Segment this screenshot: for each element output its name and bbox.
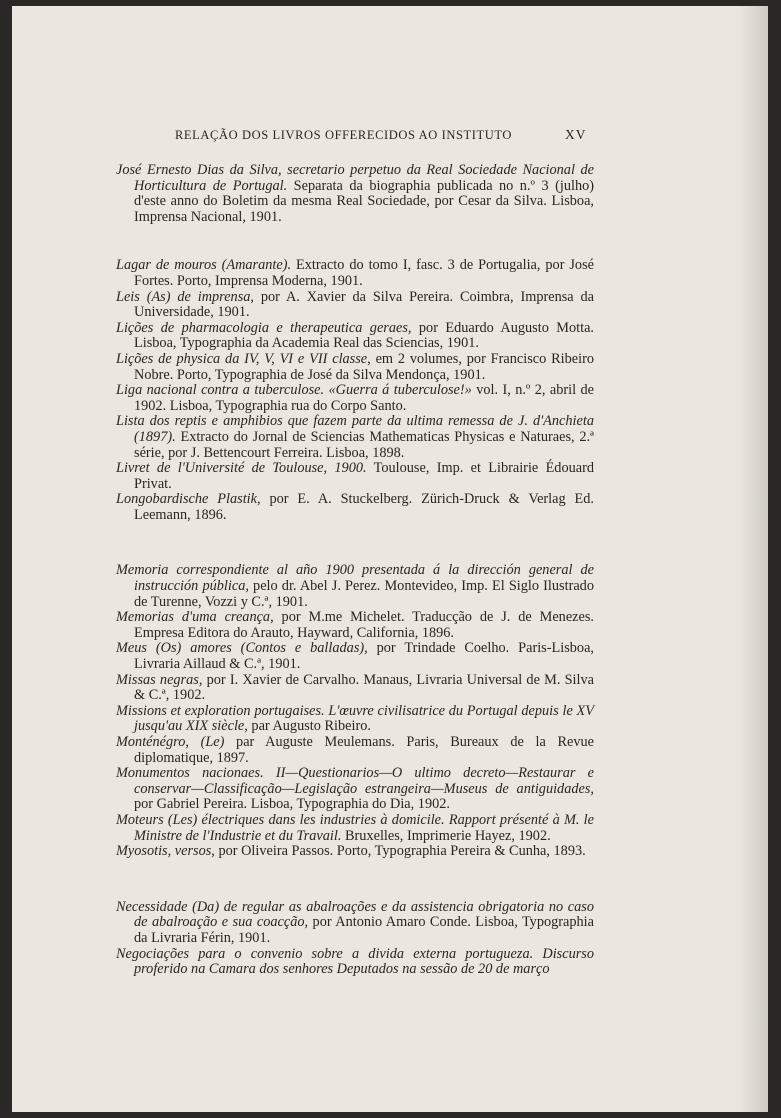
bibliography-entry bbox=[116, 383, 594, 414]
entry-details: Separata da biographia publicada no n.º 3 (julho) d'este anno do Boletim da mesma Real Sociedade, por Cesar da Silva. Lisboa, Imprensa Nacional, 1901. bbox=[134, 177, 595, 225]
bibliography-entry bbox=[116, 947, 594, 978]
entry-details: par Augusto Ribeiro. bbox=[247, 718, 371, 735]
entry-details: por Trindade Coelho. Paris-Lisboa, Livraria Aillaud & C.ª, 1901. bbox=[134, 640, 594, 673]
entry-title: Myosotis, versos, bbox=[116, 843, 215, 860]
bibliography-entry bbox=[116, 900, 594, 947]
entry-title: Liga nacional contra a tuberculose. «Guerra á tuberculose!» bbox=[116, 382, 472, 399]
book-page bbox=[12, 6, 768, 1112]
entry-details: por E. A. Stuckelberg. Zürich-Druck & Verlag Ed. Leemann, 1896. bbox=[134, 491, 594, 523]
page-number: XV bbox=[565, 127, 587, 142]
entry-details: Bruxelles, Imprimerie Hayez, 1902. bbox=[341, 827, 551, 844]
bibliography-entry bbox=[116, 163, 594, 225]
bibliography-entry bbox=[116, 673, 594, 704]
entry-details: por A. Xavier da Silva Pereira. Coimbra, Imprensa da Universidade, 1901. bbox=[134, 288, 594, 321]
bibliography-entry bbox=[116, 461, 594, 492]
bibliography-entry bbox=[116, 610, 594, 641]
entry-details: por Oliveira Passos. Porto, Typographia Pereira & Cunha, 1893. bbox=[214, 843, 586, 860]
entry-title: Missas negras, bbox=[116, 671, 203, 688]
entry-title: Longobardische Plastik, bbox=[116, 491, 261, 508]
entry-details: par Auguste Meulemans. Paris, Bureaux de la Revue diplomatique, 1897. bbox=[134, 734, 594, 766]
entry-title: Moteurs (Les) électriques dans les industries à domicile. Rapport présenté à M. le Ministre de l'Industrie et du Travail. bbox=[116, 811, 594, 844]
entry-title: Monténégro, (Le) bbox=[116, 734, 225, 750]
bibliography-entry bbox=[116, 352, 594, 383]
bibliography-entry bbox=[116, 290, 594, 321]
bibliography-list bbox=[116, 163, 594, 978]
entry-title: Missions et exploration portugaises. L'œuvre civilisatrice du Portugal depuis le XV jusqu'au XIX siècle, bbox=[116, 702, 594, 735]
entry-details: Toulouse, Imp. et Librairie Édouard Privat. bbox=[134, 460, 594, 492]
bibliography-entry bbox=[116, 735, 594, 766]
entry-details: vol. I, n.º 2, abril de 1902. Lisboa, Typographia rua do Corpo Santo. bbox=[134, 382, 594, 414]
running-header bbox=[12, 128, 768, 148]
entry-details: por Eduardo Augusto Motta. Lisboa, Typographia da Academia Real das Sciencias, 1901. bbox=[134, 319, 594, 352]
entry-title: Monumentos nacionaes. II—Questionarios—O ultimo decreto—Restaurar e conservar—Classificação—Legislação estrangeira—Museus de antiguidades, bbox=[116, 765, 594, 797]
entry-title: Lista dos reptis e amphibios que fazem parte da ultima remessa de J. d'Anchieta (1897). bbox=[116, 413, 594, 445]
entry-title: Memorias d'uma creança, bbox=[116, 609, 274, 626]
bibliography-entry bbox=[116, 813, 594, 844]
bibliography-entry bbox=[116, 641, 594, 672]
bibliography-entry bbox=[116, 321, 594, 352]
bibliography-entry bbox=[116, 414, 594, 461]
entry-details: Extracto do Jornal de Sciencias Mathematicas Physicas e Naturaes, 2.ª série, por J. Bettencourt Ferreira. Lisboa, 1898. bbox=[134, 428, 594, 461]
entry-title: Necessidade (Da) de regular as abalroações e da assistencia obrigatoria no caso de abalroação e sua coacção, bbox=[116, 898, 594, 931]
entry-title: Leis (As) de imprensa, bbox=[116, 288, 254, 305]
entry-title: Memoria correspondiente al año 1900 presentada á la dirección general de instrucción pública, bbox=[116, 562, 594, 595]
bibliography-entry bbox=[116, 766, 594, 813]
entry-details: pelo dr. Abel J. Perez. Montevideo, Imp. El Siglo Ilustrado de Turenne, Vozzi y C.ª, 1901. bbox=[134, 578, 594, 610]
entry-details: por I. Xavier de Carvalho. Manaus, Livraria Universal de M. Silva & C.ª, 1902. bbox=[134, 671, 594, 704]
entry-title: Lições de pharmacologia e therapeutica geraes, bbox=[116, 319, 412, 336]
entry-title: Meus (Os) amores (Contos e balladas), bbox=[116, 640, 368, 657]
entry-details: por Antonio Amaro Conde. Lisboa, Typographia da Livraria Férin, 1901. bbox=[134, 914, 595, 946]
entry-details: por M.me Michelet. Traducção de J. de Menezes. Empresa Editora do Arauto, Hayward, California, 1896. bbox=[134, 609, 594, 641]
bibliography-entry bbox=[116, 492, 594, 523]
entry-details: por Gabriel Pereira. Lisboa, Typographia do Dia, 1902. bbox=[134, 796, 450, 813]
entry-title: José Ernesto Dias da Silva, secretario perpetuo da Real Sociedade Nacional de Horticultura de Portugal. bbox=[116, 162, 594, 194]
entry-details: em 2 volumes, por Francisco Ribeiro Nobre. Porto, Typographia de José da Silva Mendonça, 1901. bbox=[134, 350, 594, 383]
entry-title: Negociações para o convenio sobre a divida externa portugueza. Discurso proferido na Camara dos senhores Deputados na sessão de 20 de março bbox=[116, 945, 594, 978]
entry-title: Lições de physica da IV, V, VI e VII classe, bbox=[116, 350, 371, 367]
bibliography-entry bbox=[116, 704, 594, 735]
entry-title: Lagar de mouros (Amarante). bbox=[116, 257, 292, 274]
entry-title: Livret de l'Université de Toulouse, 1900. bbox=[116, 460, 367, 477]
bibliography-entry bbox=[116, 563, 594, 610]
entry-details: Extracto do tomo I, fasc. 3 de Portugalia, por José Fortes. Porto, Imprensa Moderna, 1901. bbox=[134, 257, 594, 289]
bibliography-entry bbox=[116, 258, 594, 289]
bibliography-entry bbox=[116, 844, 594, 860]
header-title: RELAÇÃO DOS LIVROS OFFERECIDOS AO INSTITUTO bbox=[175, 128, 513, 142]
